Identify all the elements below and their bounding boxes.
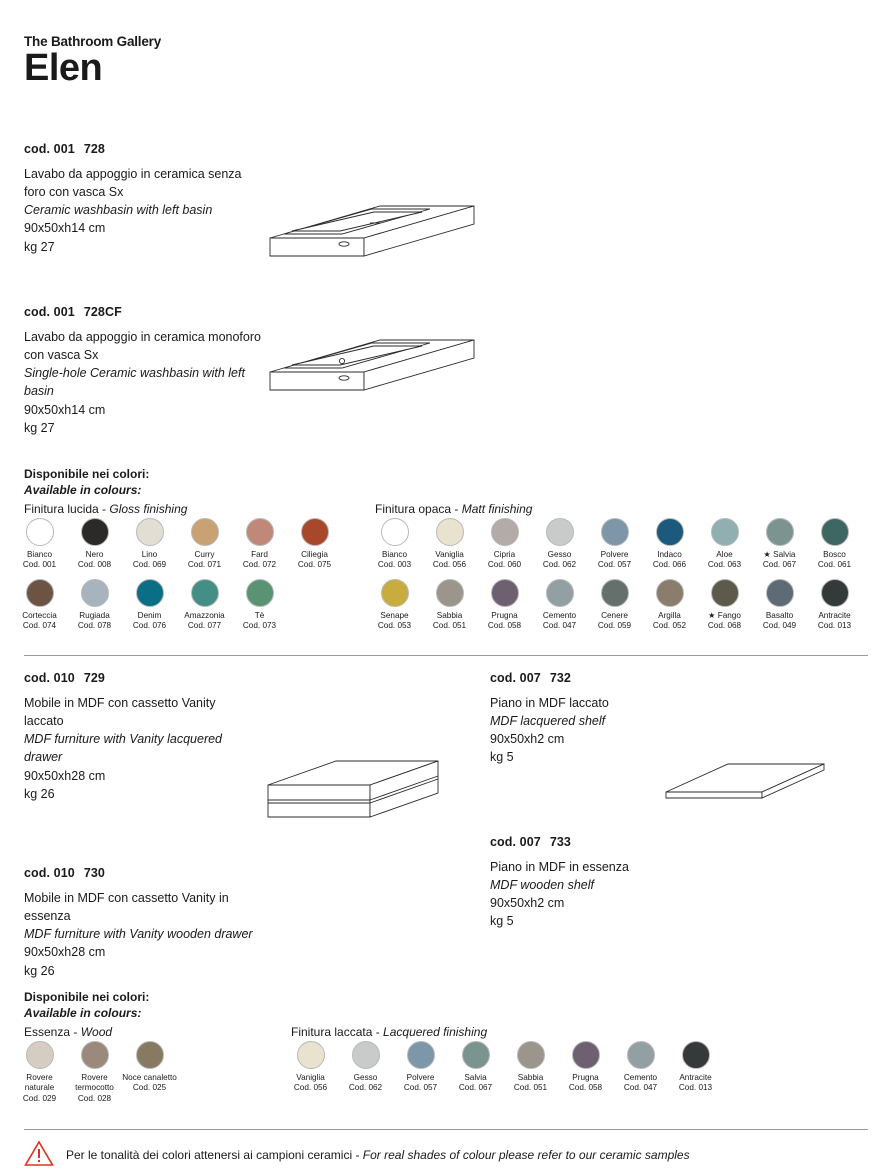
colour-swatch bbox=[477, 579, 532, 632]
colour-swatch-code: Cod. 047 bbox=[542, 620, 577, 630]
colour-swatch-name: Nero bbox=[85, 550, 104, 559]
footer-divider bbox=[24, 1129, 868, 1130]
colour-swatch bbox=[807, 518, 862, 571]
colour-swatch-name: Basalto bbox=[765, 610, 794, 620]
colour-swatch bbox=[532, 579, 587, 632]
colour-swatch-name: Corteccia bbox=[22, 610, 57, 620]
colour-swatch-dot bbox=[191, 579, 219, 607]
wood-it: Essenza - bbox=[24, 1025, 81, 1039]
colour-swatch-dot bbox=[491, 518, 519, 546]
colour-swatch bbox=[668, 1041, 723, 1094]
colour-swatch-dot bbox=[81, 518, 109, 546]
colour-swatch bbox=[558, 1041, 613, 1094]
colour-swatch-dot bbox=[297, 1041, 325, 1069]
colour-swatch bbox=[393, 1041, 448, 1094]
product-weight: kg 26 bbox=[24, 786, 55, 801]
colour-swatch-code: Cod. 056 bbox=[293, 1083, 328, 1093]
product-code-label: cod. 010 bbox=[24, 866, 75, 880]
product-code-number: 728 bbox=[83, 142, 105, 156]
colour-swatch-dot bbox=[656, 579, 684, 607]
product-code bbox=[24, 305, 274, 319]
colour-swatch-name: Salvia bbox=[464, 1073, 487, 1082]
colour-swatch bbox=[287, 518, 342, 571]
product-code-label: cod. 010 bbox=[24, 671, 75, 685]
matt-finishing-label bbox=[375, 502, 532, 518]
colour-swatch bbox=[752, 579, 807, 632]
product-size: 90x50xh2 cm bbox=[490, 732, 565, 747]
colour-swatch-name: Bianco bbox=[381, 550, 408, 559]
colour-swatch-code: Cod. 013 bbox=[678, 1083, 713, 1093]
colour-swatch-code: Cod. 076 bbox=[132, 620, 167, 630]
lacquered-en: Lacquered finishing bbox=[383, 1025, 488, 1039]
colour-swatch-name: Denim bbox=[137, 610, 162, 620]
colour-swatch-name: Rovere termocotto bbox=[75, 1073, 114, 1093]
product-description bbox=[24, 694, 254, 803]
colour-swatch-dot bbox=[462, 1041, 490, 1069]
colour-swatch-dot bbox=[352, 1041, 380, 1069]
colour-swatch-name: Aloe bbox=[716, 550, 733, 559]
colour-swatch-code: Cod. 052 bbox=[652, 620, 687, 630]
colour-swatch-dot bbox=[301, 518, 329, 546]
product-code bbox=[24, 866, 254, 880]
available-en: Available in colours: bbox=[24, 483, 142, 498]
colour-swatch-name: Vaniglia bbox=[435, 550, 464, 559]
wood-swatch-row bbox=[12, 1041, 177, 1104]
colour-swatch-name: Tè bbox=[254, 610, 265, 620]
colour-swatch-name: Argilla bbox=[658, 610, 681, 620]
colour-swatch-code: Cod. 075 bbox=[297, 560, 332, 570]
product-code bbox=[24, 671, 254, 685]
product-description bbox=[24, 165, 264, 256]
colour-swatch bbox=[12, 1041, 67, 1104]
colour-swatch-dot bbox=[26, 579, 54, 607]
colour-swatch-name: Gesso bbox=[547, 550, 572, 559]
colour-swatch-code: Cod. 051 bbox=[513, 1083, 548, 1093]
colour-swatch bbox=[12, 518, 67, 571]
colour-swatch-dot bbox=[601, 518, 629, 546]
colour-swatch bbox=[338, 1041, 393, 1094]
colour-swatch-name: Polvere bbox=[600, 550, 629, 559]
description-en: MDF furniture with Vanity wooden drawer bbox=[24, 927, 253, 942]
colour-swatch-code: Cod. 062 bbox=[542, 560, 577, 570]
section-divider bbox=[24, 655, 868, 656]
colour-swatch-name: Gesso bbox=[353, 1073, 378, 1082]
product-size: 90x50xh28 cm bbox=[24, 945, 106, 960]
colour-swatch-code: Cod. 078 bbox=[77, 620, 112, 630]
lacquered-swatch-row bbox=[283, 1041, 723, 1094]
colour-swatch-code: Cod. 028 bbox=[77, 1093, 112, 1103]
colour-swatch-code: Cod. 001 bbox=[22, 560, 57, 570]
colour-swatch-code: Cod. 068 bbox=[707, 620, 742, 630]
colour-swatch-code: Cod. 063 bbox=[707, 560, 742, 570]
colour-swatch bbox=[122, 1041, 177, 1104]
product-code bbox=[490, 835, 740, 849]
product-weight: kg 5 bbox=[490, 750, 514, 765]
colour-swatch-name: Cemento bbox=[542, 610, 577, 620]
colour-swatch-name: Bosco bbox=[823, 550, 846, 559]
product-code-number: 732 bbox=[549, 671, 571, 685]
colour-swatch bbox=[367, 518, 422, 571]
colour-swatch-name: Prugna bbox=[572, 1073, 599, 1082]
colour-swatch bbox=[122, 518, 177, 571]
colour-swatch-dot bbox=[26, 518, 54, 546]
gloss-swatch-grid bbox=[12, 518, 342, 631]
product-weight: kg 5 bbox=[490, 914, 514, 929]
colour-swatch-name: Cipria bbox=[493, 550, 516, 559]
colour-swatch bbox=[642, 579, 697, 632]
description-en: MDF wooden shelf bbox=[490, 878, 594, 893]
available-colours-heading-2 bbox=[24, 989, 149, 1021]
footer-it: Per le tonalità dei colori attenersi ai campioni ceramici - bbox=[66, 1148, 363, 1163]
colour-swatch-dot bbox=[821, 579, 849, 607]
colour-swatch bbox=[587, 579, 642, 632]
colour-swatch-code: Cod. 073 bbox=[242, 620, 277, 630]
shelf-illustration bbox=[660, 750, 830, 825]
colour-swatch bbox=[503, 1041, 558, 1094]
colour-swatch-code: Cod. 072 bbox=[242, 560, 277, 570]
warning-triangle-icon bbox=[24, 1140, 54, 1172]
colour-swatch-code: Cod. 062 bbox=[348, 1083, 383, 1093]
product-block-733 bbox=[490, 835, 740, 931]
available-it: Disponibile nei colori: bbox=[24, 467, 150, 481]
colour-swatch-code: Cod. 053 bbox=[377, 620, 412, 630]
colour-swatch-code: Cod. 057 bbox=[403, 1083, 438, 1093]
product-code-label: cod. 007 bbox=[490, 835, 541, 849]
lacquered-finishing-label bbox=[291, 1025, 487, 1041]
colour-swatch bbox=[232, 579, 287, 632]
colour-swatch-dot bbox=[491, 579, 519, 607]
colour-swatch-dot bbox=[381, 579, 409, 607]
colour-swatch-code: Cod. 061 bbox=[817, 560, 852, 570]
colour-swatch-name: Cenere bbox=[601, 610, 628, 620]
colour-swatch bbox=[67, 579, 122, 632]
lacquered-swatch-grid bbox=[283, 1041, 723, 1094]
colour-swatch-code: Cod. 058 bbox=[487, 620, 522, 630]
description-en: Ceramic washbasin with left basin bbox=[24, 203, 213, 218]
product-block-728cf bbox=[24, 305, 274, 437]
colour-swatch bbox=[177, 518, 232, 571]
colour-swatch-name: Sabbia bbox=[436, 610, 463, 620]
description-en: Single-hole Ceramic washbasin with left basin bbox=[24, 366, 245, 399]
colour-swatch-name: Indaco bbox=[657, 550, 682, 559]
colour-swatch-name: ★ Salvia bbox=[763, 550, 796, 559]
colour-swatch bbox=[367, 579, 422, 632]
vanity-cabinet-illustration bbox=[262, 745, 452, 840]
colour-swatch-code: Cod. 013 bbox=[817, 620, 852, 630]
product-size: 90x50xh14 cm bbox=[24, 221, 106, 236]
description-it: Mobile in MDF con cassetto Vanity in essenza bbox=[24, 891, 229, 924]
product-description bbox=[24, 328, 274, 437]
colour-swatch-code: Cod. 058 bbox=[568, 1083, 603, 1093]
colour-swatch-dot bbox=[436, 579, 464, 607]
page-title: Elen bbox=[24, 47, 103, 89]
colour-swatch-name: Fard bbox=[251, 550, 268, 559]
colour-swatch-code: Cod. 059 bbox=[597, 620, 632, 630]
colour-swatch bbox=[642, 518, 697, 571]
matt-swatch-row-1 bbox=[367, 518, 862, 571]
colour-swatch-code: Cod. 071 bbox=[187, 560, 222, 570]
colour-swatch-dot bbox=[81, 579, 109, 607]
description-it: Lavabo da appoggio in ceramica senza foro con vasca Sx bbox=[24, 167, 242, 200]
colour-swatch-name: Cemento bbox=[623, 1073, 658, 1082]
footer-text bbox=[66, 1148, 690, 1164]
colour-swatch-name: Senape bbox=[380, 610, 409, 620]
product-block-729 bbox=[24, 671, 254, 803]
colour-swatch bbox=[448, 1041, 503, 1094]
colour-swatch-dot bbox=[81, 1041, 109, 1069]
colour-swatch-code: Cod. 025 bbox=[132, 1083, 167, 1093]
product-code-label: cod. 007 bbox=[490, 671, 541, 685]
colour-swatch-dot bbox=[136, 579, 164, 607]
colour-swatch bbox=[177, 579, 232, 632]
colour-swatch-name: Antracite bbox=[818, 610, 851, 620]
colour-swatch-dot bbox=[517, 1041, 545, 1069]
footer-note bbox=[24, 1140, 690, 1172]
colour-swatch-code: Cod. 029 bbox=[22, 1093, 57, 1103]
product-code bbox=[24, 142, 264, 156]
colour-swatch bbox=[477, 518, 532, 571]
colour-swatch-dot bbox=[546, 518, 574, 546]
colour-swatch-name: Polvere bbox=[406, 1073, 435, 1082]
description-it: Lavabo da appoggio in ceramica monoforo con vasca Sx bbox=[24, 330, 261, 363]
wood-finishing-label bbox=[24, 1025, 112, 1041]
product-code-number: 733 bbox=[549, 835, 571, 849]
colour-swatch bbox=[67, 518, 122, 571]
colour-swatch-dot bbox=[601, 579, 629, 607]
colour-swatch-dot bbox=[246, 579, 274, 607]
product-code-label: cod. 001 bbox=[24, 305, 75, 319]
colour-swatch-code: Cod. 049 bbox=[762, 620, 797, 630]
colour-swatch bbox=[122, 579, 177, 632]
colour-swatch-dot bbox=[191, 518, 219, 546]
wood-en: Wood bbox=[80, 1025, 113, 1039]
colour-swatch-name: Curry bbox=[194, 550, 215, 559]
colour-swatch bbox=[67, 1041, 122, 1104]
colour-swatch-dot bbox=[572, 1041, 600, 1069]
colour-swatch bbox=[697, 579, 752, 632]
available-colours-heading-1 bbox=[24, 466, 149, 498]
colour-swatch-name: ★ Fango bbox=[708, 610, 741, 620]
gloss-swatch-row-1 bbox=[12, 518, 342, 571]
colour-swatch-dot bbox=[136, 518, 164, 546]
matt-swatch-grid bbox=[367, 518, 862, 631]
colour-swatch-code: Cod. 067 bbox=[762, 560, 797, 570]
colour-swatch-code: Cod. 057 bbox=[597, 560, 632, 570]
colour-swatch-name: Amazzonia bbox=[184, 610, 225, 620]
colour-swatch-code: Cod. 066 bbox=[652, 560, 687, 570]
brand-name: The Bathroom Gallery bbox=[24, 34, 162, 49]
colour-swatch-name: Ciliegia bbox=[301, 550, 328, 559]
colour-swatch-name: Rugiada bbox=[79, 610, 110, 620]
colour-swatch bbox=[532, 518, 587, 571]
product-code-label: cod. 001 bbox=[24, 142, 75, 156]
colour-swatch-dot bbox=[381, 518, 409, 546]
available-it: Disponibile nei colori: bbox=[24, 990, 150, 1004]
product-block-730 bbox=[24, 866, 254, 980]
colour-swatch-dot bbox=[821, 518, 849, 546]
product-weight: kg 26 bbox=[24, 963, 55, 978]
colour-swatch-dot bbox=[546, 579, 574, 607]
colour-swatch-dot bbox=[26, 1041, 54, 1069]
colour-swatch bbox=[12, 579, 67, 632]
product-description bbox=[24, 889, 254, 980]
colour-swatch-name: Sabbia bbox=[517, 1073, 544, 1082]
colour-swatch bbox=[613, 1041, 668, 1094]
description-en: MDF furniture with Vanity lacquered drawer bbox=[24, 732, 223, 765]
footer-en: For real shades of colour please refer to our ceramic samples bbox=[362, 1148, 690, 1163]
colour-swatch-code: Cod. 056 bbox=[432, 560, 467, 570]
colour-swatch-code: Cod. 074 bbox=[22, 620, 57, 630]
wood-swatch-grid bbox=[12, 1041, 177, 1104]
gloss-it: Finitura lucida - bbox=[24, 502, 110, 516]
colour-swatch-code: Cod. 003 bbox=[377, 560, 412, 570]
colour-swatch-code: Cod. 008 bbox=[77, 560, 112, 570]
colour-swatch-name: Rovere naturale bbox=[24, 1073, 55, 1093]
colour-swatch-name: Prugna bbox=[491, 610, 518, 620]
colour-swatch bbox=[752, 518, 807, 571]
available-en: Available in colours: bbox=[24, 1006, 142, 1021]
colour-swatch-dot bbox=[682, 1041, 710, 1069]
colour-swatch bbox=[422, 579, 477, 632]
product-size: 90x50xh28 cm bbox=[24, 768, 106, 783]
description-it: Mobile in MDF con cassetto Vanity laccato bbox=[24, 696, 216, 729]
colour-swatch-dot bbox=[136, 1041, 164, 1069]
colour-swatch bbox=[283, 1041, 338, 1094]
colour-swatch-name: Noce canaletto bbox=[122, 1073, 177, 1082]
washbasin-illustration-728 bbox=[262, 196, 477, 291]
gloss-en: Gloss finishing bbox=[109, 502, 188, 516]
product-code-number: 730 bbox=[83, 866, 105, 880]
product-weight: kg 27 bbox=[24, 239, 55, 254]
product-code bbox=[490, 671, 740, 685]
colour-swatch-name: Lino bbox=[141, 550, 158, 559]
colour-swatch-name: Bianco bbox=[26, 550, 53, 559]
colour-swatch-name: Antracite bbox=[679, 1073, 712, 1082]
colour-swatch bbox=[807, 579, 862, 632]
product-weight: kg 27 bbox=[24, 420, 55, 435]
gloss-finishing-label bbox=[24, 502, 187, 518]
product-block-728 bbox=[24, 142, 264, 256]
description-it: Piano in MDF in essenza bbox=[490, 860, 629, 874]
product-code-number: 729 bbox=[83, 671, 105, 685]
colour-swatch-dot bbox=[627, 1041, 655, 1069]
colour-swatch bbox=[697, 518, 752, 571]
gloss-swatch-row-2 bbox=[12, 579, 342, 632]
matt-swatch-row-2 bbox=[367, 579, 862, 632]
product-size: 90x50xh2 cm bbox=[490, 896, 565, 911]
colour-swatch-dot bbox=[711, 518, 739, 546]
colour-swatch-dot bbox=[766, 579, 794, 607]
product-size: 90x50xh14 cm bbox=[24, 402, 106, 417]
matt-en: Matt finishing bbox=[461, 502, 533, 516]
colour-swatch bbox=[422, 518, 477, 571]
product-description bbox=[490, 858, 740, 931]
colour-swatch-code: Cod. 047 bbox=[623, 1083, 658, 1093]
colour-swatch-dot bbox=[656, 518, 684, 546]
colour-swatch-name: Vaniglia bbox=[296, 1073, 325, 1082]
colour-swatch-dot bbox=[407, 1041, 435, 1069]
product-code-number: 728CF bbox=[83, 305, 122, 319]
colour-swatch bbox=[232, 518, 287, 571]
colour-swatch-code: Cod. 077 bbox=[187, 620, 222, 630]
colour-swatch-dot bbox=[246, 518, 274, 546]
colour-swatch-dot bbox=[711, 579, 739, 607]
colour-swatch-code: Cod. 051 bbox=[432, 620, 467, 630]
washbasin-illustration-728cf bbox=[262, 330, 477, 425]
description-it: Piano in MDF laccato bbox=[490, 696, 609, 710]
matt-it: Finitura opaca - bbox=[375, 502, 462, 516]
colour-swatch-code: Cod. 069 bbox=[132, 560, 167, 570]
colour-swatch-dot bbox=[436, 518, 464, 546]
colour-swatch-dot bbox=[766, 518, 794, 546]
colour-swatch-code: Cod. 060 bbox=[487, 560, 522, 570]
colour-swatch bbox=[587, 518, 642, 571]
colour-swatch-code: Cod. 067 bbox=[458, 1083, 493, 1093]
lacquered-it: Finitura laccata - bbox=[291, 1025, 384, 1039]
description-en: MDF lacquered shelf bbox=[490, 714, 606, 729]
